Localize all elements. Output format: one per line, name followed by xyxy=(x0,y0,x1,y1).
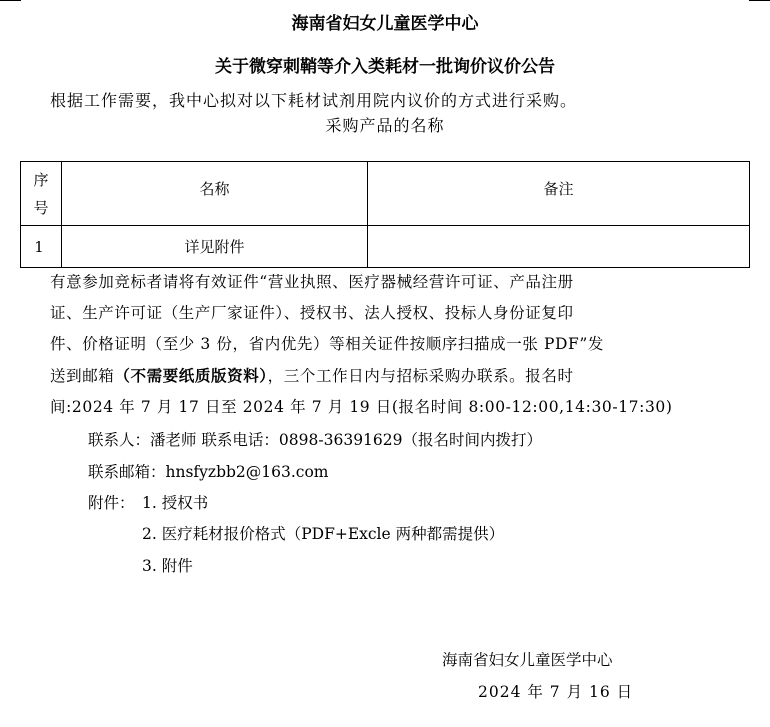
requirements-line-4 xyxy=(50,360,690,392)
contact-person-line: 联系人：潘老师 联系电话：0898-36391629（报名时间内拨打） xyxy=(88,431,543,449)
header-serial-number xyxy=(21,162,62,226)
header-name: 名称 xyxy=(62,162,368,226)
crop-mark-right xyxy=(749,0,770,1)
table-row xyxy=(21,226,750,268)
row-serial-number: 1 xyxy=(21,226,62,268)
product-table xyxy=(20,161,750,268)
requirements-line-2: 证、生产许可证（生产厂家证件）、授权书、法人授权、投标人身份证复印 xyxy=(50,304,574,322)
requirements-line-4-start: 送到邮箱 xyxy=(50,367,115,385)
signature-date: 2024 年 7 月 16 日 xyxy=(478,683,634,701)
table-caption: 采购产品的名称 xyxy=(325,116,445,135)
signature-org: 海南省妇女儿童医学中心 xyxy=(442,651,613,669)
requirements-line-4-end: ，三个工作日内与招标采购办联系。报名时 xyxy=(267,367,574,385)
no-paper-note: （不需要纸质版资料） xyxy=(114,366,268,385)
requirements-line-1: 有意参加竞标者请将有效证件“营业执照、医疗器械经营许可证、产品注册 xyxy=(50,273,574,291)
notice-title: 关于微穿刺鞘等介入类耗材一批询价议价公告 xyxy=(215,57,555,77)
row-note xyxy=(368,226,750,268)
contact-email-line: 联系邮箱：hnsfyzbb2@163.com xyxy=(88,463,329,481)
intro-paragraph: 根据工作需要，我中心拟对以下耗材试剂用院内议价的方式进行采购。 xyxy=(50,91,578,110)
crop-mark-left xyxy=(0,0,21,1)
org-title: 海南省妇女儿童医学中心 xyxy=(291,14,479,34)
attachment-item-2: 2. 医疗耗材报价格式（PDF+Excle 两种都需提供） xyxy=(142,525,505,543)
header-note: 备注 xyxy=(368,162,750,226)
requirements-paragraph xyxy=(50,267,690,423)
table-header-row xyxy=(21,162,750,226)
attachments-label: 附件： xyxy=(88,494,135,512)
header-serial-line2: 号 xyxy=(33,198,49,217)
header-serial-line1: 序 xyxy=(33,170,49,189)
attachment-item-3: 3. 附件 xyxy=(142,557,193,575)
row-name: 详见附件 xyxy=(62,226,368,268)
attachment-item-1: 1. 授权书 xyxy=(142,494,209,512)
requirements-line-3: 件、价格证明（至少 3 份，省内优先）等相关证件按顺序扫描成一张 PDF”发 xyxy=(50,335,604,353)
registration-period: 间:2024 年 7 月 17 日至 2024 年 7 月 19 日(报名时间 8:00-12:00,14:30-17:30) xyxy=(50,398,673,416)
